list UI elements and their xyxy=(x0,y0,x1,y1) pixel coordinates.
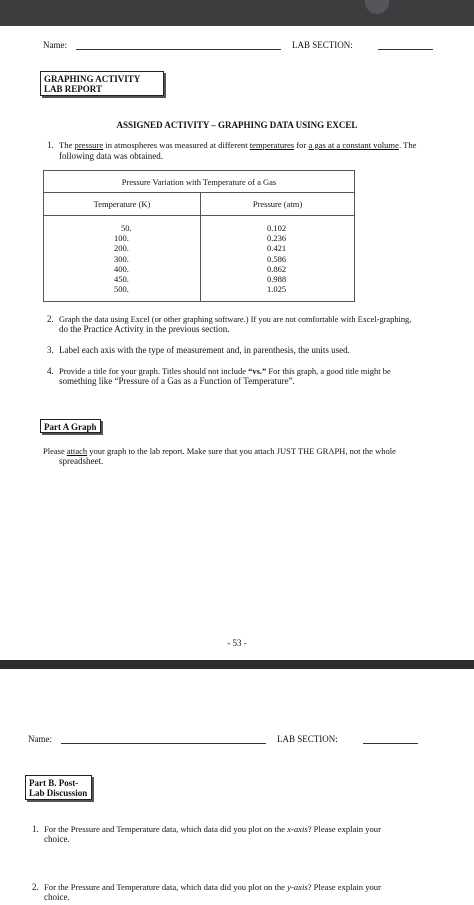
pressure-values xyxy=(201,216,355,302)
pressure-cell: 1.025 xyxy=(267,284,287,295)
temp-cell: 50. xyxy=(121,223,132,233)
item-2-number: 2. xyxy=(47,314,54,324)
item-1-line-2: following data was obtained. xyxy=(59,151,163,161)
temp-cell: 400. xyxy=(114,263,129,274)
q1-number: 1. xyxy=(32,824,39,834)
banner-circle-icon xyxy=(365,0,389,14)
part-b-box xyxy=(25,775,92,800)
lab-section-line[interactable] xyxy=(378,49,433,50)
item-4-number: 4. xyxy=(47,366,54,376)
pressure-cell: 0.236 xyxy=(267,233,287,244)
box-line-1: GRAPHING ACTIVITY xyxy=(44,74,141,84)
item-2-line-1: Graph the data using Excel (or other graphing software.) If you are not comfortable with Excel-graphing, xyxy=(59,315,412,324)
part-a-graph-box: Part A Graph xyxy=(40,419,101,433)
part-a-line-1: Please attach your graph to the lab report. Make sure that you attach JUST THE GRAPH, not the whole xyxy=(43,446,396,456)
pressure-cell: 0.102 xyxy=(267,223,287,233)
item-4-line-1: Provide a title for your graph. Titles should not include “vs.” For this graph, a good title might be xyxy=(59,366,391,376)
page-number: - 53 - xyxy=(227,638,247,648)
temp-cell: 100. xyxy=(114,233,129,244)
lab-section-line-2[interactable] xyxy=(363,743,418,744)
col-header-temperature: Temperature (K) xyxy=(44,193,201,216)
pressure-cell: 0.421 xyxy=(267,243,287,254)
q2-line-1: For the Pressure and Temperature data, which data did you plot on the y-axis? Please explain your xyxy=(44,882,381,892)
part-b-line-2: Lab Discussion xyxy=(29,788,88,798)
graphing-activity-box xyxy=(40,71,164,96)
part-b-line-1: Part B. Post- xyxy=(29,778,79,788)
name-line[interactable] xyxy=(76,49,281,50)
q2-number: 2. xyxy=(32,882,39,892)
item-3-line-1: Label each axis with the type of measurement and, in parenthesis, the units used. xyxy=(59,345,350,355)
name-label: Name: xyxy=(43,40,67,50)
pressure-cell: 0.586 xyxy=(267,253,287,264)
item-2-line-2: do the Practice Activity in the previous section. xyxy=(59,324,230,334)
box-line-2: LAB REPORT xyxy=(44,84,102,94)
temp-cell: 200. xyxy=(114,243,129,254)
part-a-line-2: spreadsheet. xyxy=(59,456,104,466)
lab-section-label-2: LAB SECTION: xyxy=(277,734,338,744)
assignment-title: ASSIGNED ACTIVITY – GRAPHING DATA USING EXCEL xyxy=(116,120,358,130)
q2-line-2: choice. xyxy=(44,892,70,902)
name-label-2: Name: xyxy=(28,734,52,744)
table-title: Pressure Variation with Temperature of a Gas xyxy=(44,171,355,193)
col-header-pressure: Pressure (atm) xyxy=(201,193,355,216)
temp-cell: 300. xyxy=(114,253,129,264)
temperature-values xyxy=(44,216,201,302)
pressure-cell: 0.988 xyxy=(267,274,287,285)
data-table xyxy=(43,170,355,302)
pressure-cell: 0.862 xyxy=(267,263,287,274)
q1-line-1: For the Pressure and Temperature data, which data did you plot on the x-axis? Please explain your xyxy=(44,824,381,834)
temp-cell: 450. xyxy=(114,274,129,285)
temp-cell: 500. xyxy=(114,284,129,295)
page-separator xyxy=(0,660,474,669)
item-1-line-1: The pressure in atmospheres was measured at different temperatures for a gas at a constant volume. The xyxy=(59,140,417,150)
item-4-line-2: something like “Pressure of a Gas as a Function of Temperature”. xyxy=(59,376,295,386)
lab-section-label: LAB SECTION: xyxy=(292,40,353,50)
item-3-number: 3. xyxy=(47,345,54,355)
top-banner xyxy=(0,0,474,26)
item-1-number: 1. xyxy=(47,140,54,150)
q1-line-2: choice. xyxy=(44,834,70,844)
name-line-2[interactable] xyxy=(61,743,266,744)
